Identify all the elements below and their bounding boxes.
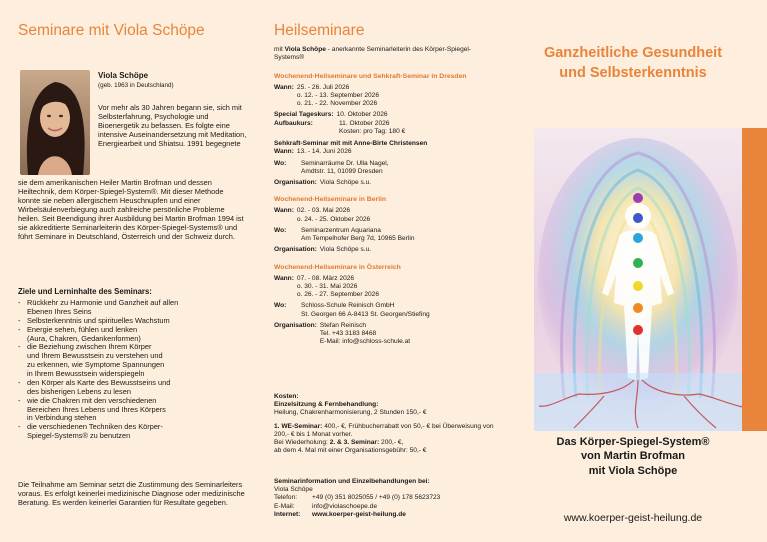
austria-location-value: Schloss-Schule Reinisch GmbH St. Georgen 66 A-8413 St. Georgen/Stiefing [301,302,430,318]
dresden-location-value: Seminarräume Dr. Ulla Nagel, Amdtstr. 11, 01099 Dresden [301,159,389,175]
disclaimer-text: Die Teilnahme am Seminar setzt die Zustimmung des Seminarleiters voraus. Es erfolgt keinerlei medizinische Diagnose oder medizinische Beratung. Es werden keinerlei Garantien für Resultate gegeben. [18,480,245,508]
middle-panel-title: Heilseminare [274,22,365,39]
contact-email-label: E-Mail: [274,502,295,510]
dresden-dates [274,84,497,109]
sehkraft-heading: Sehkraft-Seminar mit mit Anne-Birte Christensen [274,140,428,148]
austria-organisation [274,322,497,347]
list-item: - den Körper als Karte des Bewusstseins und des bisherigen Lebens zu lesen [18,379,248,397]
list-item: - die Beziehung zwischen Ihrem Körper und Ihrem Bewusstsein zu verstehen und zu erkennen, wie Symptome Spannungen in Ihrem Bewusstsein widerspiegeln [18,343,248,379]
middle-panel [260,0,505,542]
sehkraft-dates-label: Wann: [274,148,294,156]
dresden-dates-value: 25. - 26. Juli 2026 o. 12. - 13. September 2026 o. 21. - 22. November 2026 [296,83,380,108]
contact-web-label: Internet: [274,510,301,518]
contact-web-link[interactable]: www.koerper-geist-heilung.de [312,510,406,518]
dresden-special-value: 10. Oktober 2026 [336,111,388,119]
costs-repeat-text: 200,- €, [379,439,404,447]
cover-headline-line2: und Selbsterkenntnis [559,64,707,81]
dresden-advanced-value: 11. Oktober 2026 Kosten: pro Tag: 180 € [339,119,406,135]
costs-repeat-label: 2. & 3. Seminar: [329,439,380,447]
cover-subtitle-line3: mit Viola Schöpe [588,464,678,477]
contact-email-link[interactable]: info@violaschoepe.de [312,502,377,510]
intro-name: Viola Schöpe [284,46,326,53]
goals-title: Ziele und Lerninhalte des Seminars: [18,287,152,296]
cover-subtitle-line1: Das Körper-Spiegel-System® [556,436,710,448]
list-item: - Rückkehr zu Harmonie und Ganzheit auf allen Ebenen Ihres Seins [18,299,248,317]
berlin-location-value: Seminarzentrum Aquariana Am Tempelhofer Berg 7d, 10965 Berlin [301,226,415,243]
goals-list [18,299,248,441]
bio-birth-note: (geb. 1963 in Deutschland) [98,82,174,89]
austria-heading: Wochenend-Heilseminare in Österreich [274,263,401,271]
bio-name: Viola Schöpe [98,71,149,80]
berlin-dates [274,207,497,223]
bio-text-bottom: sie dem amerikanischen Heiler Martin Brofman und dessen Heiltechnik, dem Körper-Spiegel-System®. Mit dieser Methode konnte sie neben allergischem Heuschnupfen und einer Wirbelsäulenverbiegung auch zahlreiche persönliche Probleme heilen. Seit Beendigung ihrer Ausbildung bei Martin Brofman 1994 ist sie akkreditierte Seminarleiterin des Körper-Spiegel-Systems® und führt Seminare in Deutschland, Österreich und der Schweiz durch. [18,178,244,242]
berlin-organisation [274,246,497,254]
dresden-organisation [274,179,497,187]
berlin-location-label: Wo: [274,226,287,234]
costs-single-session-text: Heilung, Chakrenharmonisierung, 2 Stunden 150,- € [274,409,427,417]
berlin-organisation-label: Organisation: [274,246,317,254]
berlin-heading: Wochenend-Heilseminare in Berlin [274,196,387,204]
intro-prefix: mit [274,46,285,53]
contact-phone-value[interactable]: +49 (0) 351 8025055 / +49 (0) 178 5623723 [312,494,441,502]
left-panel-title: Seminare mit Viola Schöpe [18,22,205,39]
costs-first-weekend [274,423,502,439]
bio-header [98,71,248,89]
dresden-organisation-label: Organisation: [274,178,317,186]
dresden-organisation-value: Viola Schöpe s.u. [319,178,372,186]
austria-dates [274,275,497,300]
list-item: - Selbsterkenntnis und spirituelles Wachstum [18,317,248,326]
austria-organisation-value: Stefan Reinisch Tel. +43 3183 8468 E-Mail: info@schloss-schule.at [319,321,411,346]
costs-repeat [274,439,502,447]
contact-phone-label: Telefon: [274,494,298,502]
cover-headline [522,44,744,83]
austria-location-label: Wo: [274,302,287,310]
contact-section [274,478,502,519]
dresden-advanced-label: Aufbaukurs: [274,119,313,127]
berlin-dates-value: 02. - 03. Mai 2026 o. 24. - 25. Oktober 2026 [296,207,371,223]
costs-repeat-prefix: Bei Wiederholung: [274,439,330,447]
cover-subtitle-line2: von Martin Brofman [581,450,685,463]
contact-title: Seminarinformation und Einzelbehandlungen bei: [274,478,430,485]
dresden-heading: Wochenend-Heilseminare und Sehkraft-Seminar in Dresden [274,73,467,81]
website-link[interactable]: www.koerper-geist-heilung.de [563,512,703,524]
chakra-aura-artwork [534,128,766,431]
dresden-special-label: Special Tageskurs: [274,111,334,119]
austria-organisation-label: Organisation: [274,321,317,329]
dresden-location [274,160,497,176]
list-item: - Energie sehen, fühlen und lenken (Aura, Chakren, Gedankenformen) [18,326,248,344]
intro-rest: - anerkannte Seminarleiterin des Körper-Spiegel-Systems® [274,46,472,62]
berlin-dates-label: Wann: [274,207,294,215]
sehkraft-dates-value: 13. - 14. Juni 2026 [296,148,352,156]
contact-table [274,486,502,519]
costs-section [274,393,502,456]
dresden-advanced [274,120,497,136]
list-item: - die verschiedenen Techniken des Körper- Spiegel-Systems® zu benutzen [18,423,248,441]
dresden-special [274,111,497,119]
cover-headline-line1: Ganzheitliche Gesundheit [543,45,723,61]
austria-dates-label: Wann: [274,274,294,282]
costs-title: Kosten: [274,393,299,400]
cover-subtitle [522,435,744,478]
bio-text-top: Vor mehr als 30 Jahren begann sie, sich mit Selbsterfahrung, Psychologie und Bioenergetik zu befassen. Es folgte eine intensive Auseinandersetzung mit Meditation, Energiearbeit und Shiatsu. 1991 begegnete [98,103,247,149]
list-item: - wie die Chakren mit den verschiedenen Bereichen Ihres Lebens und Ihres Körpers in Verbindung stehen [18,397,248,424]
sehkraft-dates [274,148,497,156]
dresden-location-label: Wo: [274,159,287,167]
costs-repeat-fee: ab dem 4. Mal mit einer Organisationsgebühr: 50,- € [274,447,427,455]
accent-bar [742,128,767,431]
contact-name: Viola Schöpe [274,486,313,494]
costs-first-weekend-label: 1. WE-Seminar: [274,422,323,430]
berlin-location [274,227,497,243]
portrait-photo [20,70,90,175]
dresden-dates-label: Wann: [274,83,294,91]
austria-location [274,302,497,318]
berlin-organisation-value: Viola Schöpe s.u. [319,246,372,254]
intro-text [274,46,497,62]
austria-dates-value: 07. - 08. März 2026 o. 30. - 31. Mai 2026 o. 26. - 27. September 2026 [296,274,380,299]
costs-first-weekend-text: 400,- €, Frühbucherrabatt von 50,- € bei Überweisung von 200,- € bis 1 Monat vorher. [274,422,494,438]
costs-single-session-title: Einzelsitzung & Fernbehandlung: [274,401,379,409]
